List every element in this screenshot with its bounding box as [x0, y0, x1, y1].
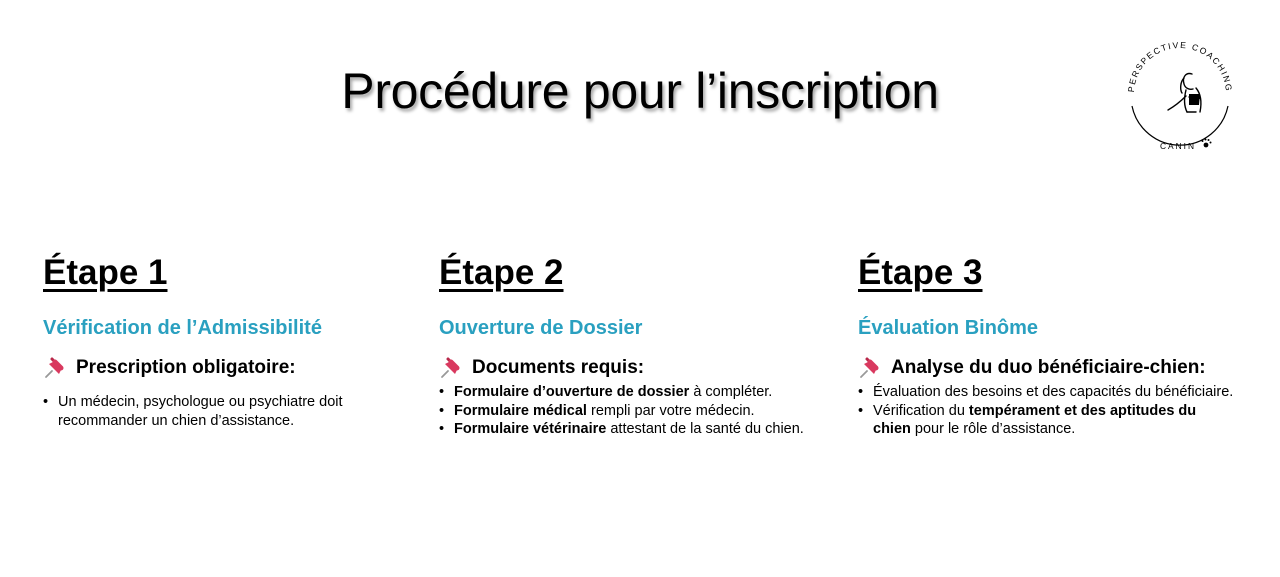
- dog-icon: [1168, 74, 1201, 112]
- step-3-requirement: Analyse du duo bénéficiaire-chien:: [858, 356, 1258, 380]
- step-2: [439, 252, 849, 439]
- list-item: • Un médecin, psychologue ou psychiatre doit recommander un chien d’assistance.: [43, 393, 403, 430]
- step-3-list: [858, 383, 1238, 439]
- list-item: • Vérification du tempérament et des aptitudes du chien pour le rôle d’assistance.: [858, 402, 1238, 439]
- list-item: • Formulaire vétérinaire attestant de la santé du chien.: [439, 420, 849, 439]
- step-1-list: [43, 393, 403, 430]
- step-3-title: Étape 3: [858, 253, 983, 292]
- step-1: [43, 252, 403, 430]
- pushpin-icon: [43, 356, 67, 380]
- step-1-requirement: Prescription obligatoire:: [43, 356, 403, 380]
- step-3: [858, 252, 1258, 439]
- page-title: Procédure pour l’inscription: [341, 63, 939, 119]
- list-item: • Évaluation des besoins et des capacités du bénéficiaire.: [858, 383, 1238, 402]
- step-1-subtitle: Vérification de l’Admissibilité: [43, 317, 322, 339]
- step-1-title: Étape 1: [43, 253, 168, 292]
- step-3-subtitle: Évaluation Binôme: [858, 317, 1039, 339]
- svg-text:PERSPECTIVE COACHING: PERSPECTIVE COACHING: [1125, 39, 1235, 93]
- step-2-requirement: Documents requis:: [439, 356, 849, 380]
- step-2-subtitle: Ouverture de Dossier: [439, 317, 643, 339]
- list-item: • Formulaire d’ouverture de dossier à compléter.: [439, 383, 849, 402]
- step-2-list: [439, 383, 849, 439]
- perspective-coaching-logo: [1120, 28, 1240, 156]
- step-2-title: Étape 2: [439, 253, 564, 292]
- pushpin-icon: [858, 356, 882, 380]
- list-item: • Formulaire médical rempli par votre médecin.: [439, 402, 849, 421]
- svg-text:CANIN: CANIN: [1159, 141, 1197, 151]
- pushpin-icon: [439, 356, 463, 380]
